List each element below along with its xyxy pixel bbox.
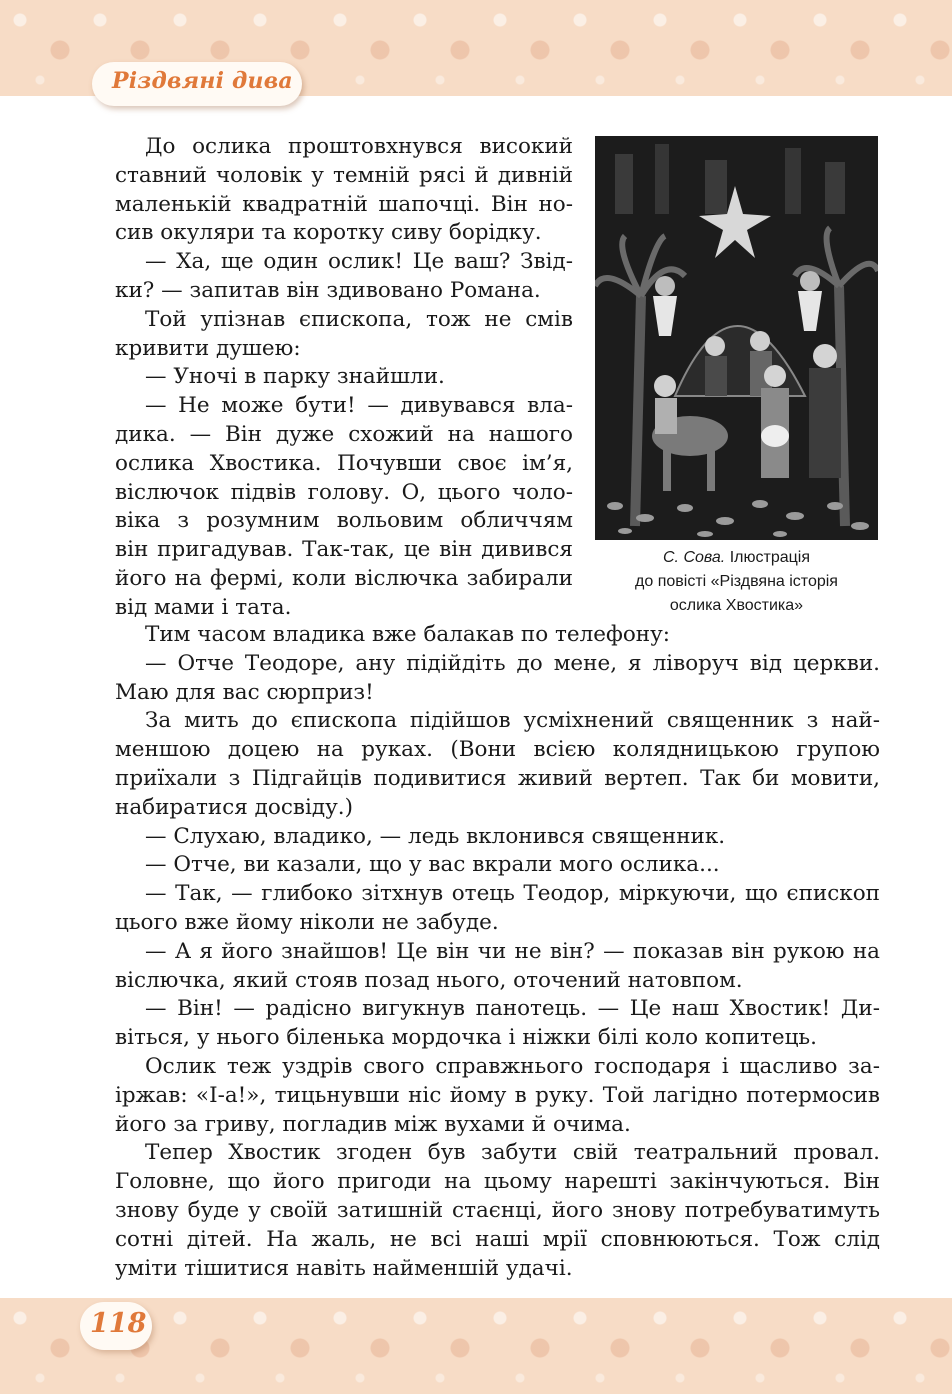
text-line: знову буде у своїй затишній стаєнці, його знову потребуватимуть — [115, 1197, 880, 1223]
text-line: Ослик теж уздрів свого справжнього господаря і щасливо за- — [145, 1053, 880, 1079]
text-column-top — [115, 133, 573, 623]
page-number-tag — [80, 1302, 152, 1350]
text-line: набиратися досвіду.) — [115, 794, 353, 820]
text-line: — Ха, ще один ослик! Це ваш? Звід- — [145, 249, 573, 275]
text-line: від мами і тата. — [115, 594, 292, 620]
text-line: Тепер Хвостик згоден був забути свій театральний провал. — [145, 1140, 880, 1166]
text-line: дика. — Він дуже схожий на нашого — [115, 421, 573, 447]
text-line: віка з розумним вольовим обличчям — [115, 508, 573, 534]
caption-author: С. Сова. — [663, 549, 726, 566]
figure-caption — [588, 546, 885, 618]
text-line: уміти тішитися навіть найменшій удачі. — [115, 1255, 573, 1281]
text-line: цього вже йому ніколи не забуде. — [115, 909, 499, 935]
text-line: Той упізнав єпископа, тож не смів — [145, 306, 573, 332]
text-line: — Він! — радісно вигукнув панотець. — Це наш Хвостик! Ди- — [145, 996, 880, 1022]
text-line: віться, у нього біленька мордочка і ніжки білі коло копитець. — [115, 1025, 817, 1051]
text-line: віслючок підвів голову. О, цього чоло- — [115, 479, 573, 505]
text-line: приїхали з Підгайців подивитися живий вертеп. Так би мовити, — [115, 765, 880, 791]
text-line: За мить до єпископа підійшов усміхнений священник з най- — [145, 708, 880, 734]
text-line: Головне, що його пригоди на цьому нарешті закінчуються. Він — [115, 1169, 880, 1195]
text-line: — Отче Теодоре, ану підійдіть до мене, я ліворуч від церкви. — [145, 650, 880, 676]
page-number: 118 — [90, 1308, 147, 1339]
section-tag — [92, 62, 302, 106]
text-line: До ослика проштовхнувся високий — [145, 134, 573, 159]
caption-line: до повісті «Різдвяна історія — [635, 573, 838, 590]
text-line: віслючка, який стояв позад нього, оточений натовпом. — [115, 967, 743, 993]
text-line: — Уночі в парку знайшли. — [145, 364, 445, 390]
text-line: меншою доцею на руках. (Вони всією колядницькою групою — [115, 737, 880, 763]
text-line: — Не може бути! — дивувався вла- — [145, 393, 573, 419]
text-line: — А я його знайшов! Це він чи не він? — показав він рукою на — [145, 938, 880, 964]
text-line: ставний чоловік у темній рясі й дивній — [115, 162, 573, 188]
text-line: його на фермі, коли віслючка забирали — [115, 565, 573, 591]
text-line: він пригадував. Так-так, це він дивився — [115, 537, 573, 563]
text-line: Тим часом владика вже балакав по телефону: — [145, 622, 671, 647]
text-column-bottom — [115, 621, 880, 1283]
text-line: кривити душею: — [115, 335, 301, 361]
section-title: Різдвяні дива — [112, 68, 293, 94]
text-line: сив окуляри та коротку сиву борідку. — [115, 220, 542, 246]
nativity-illustration — [595, 136, 878, 540]
text-line: — Слухаю, владико, — ледь вклонився священник. — [145, 823, 726, 849]
text-line: сотні дітей. На жаль, не всі наші мрії сповнюються. Тож слід — [115, 1226, 880, 1252]
text-line: — Отче, ви казали, що у вас вкрали мого ослика... — [145, 852, 720, 878]
text-line: Маю для вас сюрприз! — [115, 679, 374, 705]
text-line: маленькій квадратній шапочці. Він но- — [115, 191, 573, 217]
text-line: — Так, — глибоко зітхнув отець Теодор, міркуючи, що єпископ — [145, 881, 880, 907]
caption-line: Ілюстрація — [729, 549, 810, 566]
caption-line: ослика Хвостика» — [669, 597, 804, 614]
text-line: ослика Хвостика. Почувши своє ім’я, — [115, 450, 573, 476]
text-line: ки? — запитав він здивовано Романа. — [115, 277, 541, 303]
text-line: іржав: «І-а!», тицьнувши ніс йому в руку. Той лагідно потермосив — [115, 1082, 880, 1108]
text-line: його за гриву, погладив між вухами й очима. — [115, 1111, 631, 1137]
